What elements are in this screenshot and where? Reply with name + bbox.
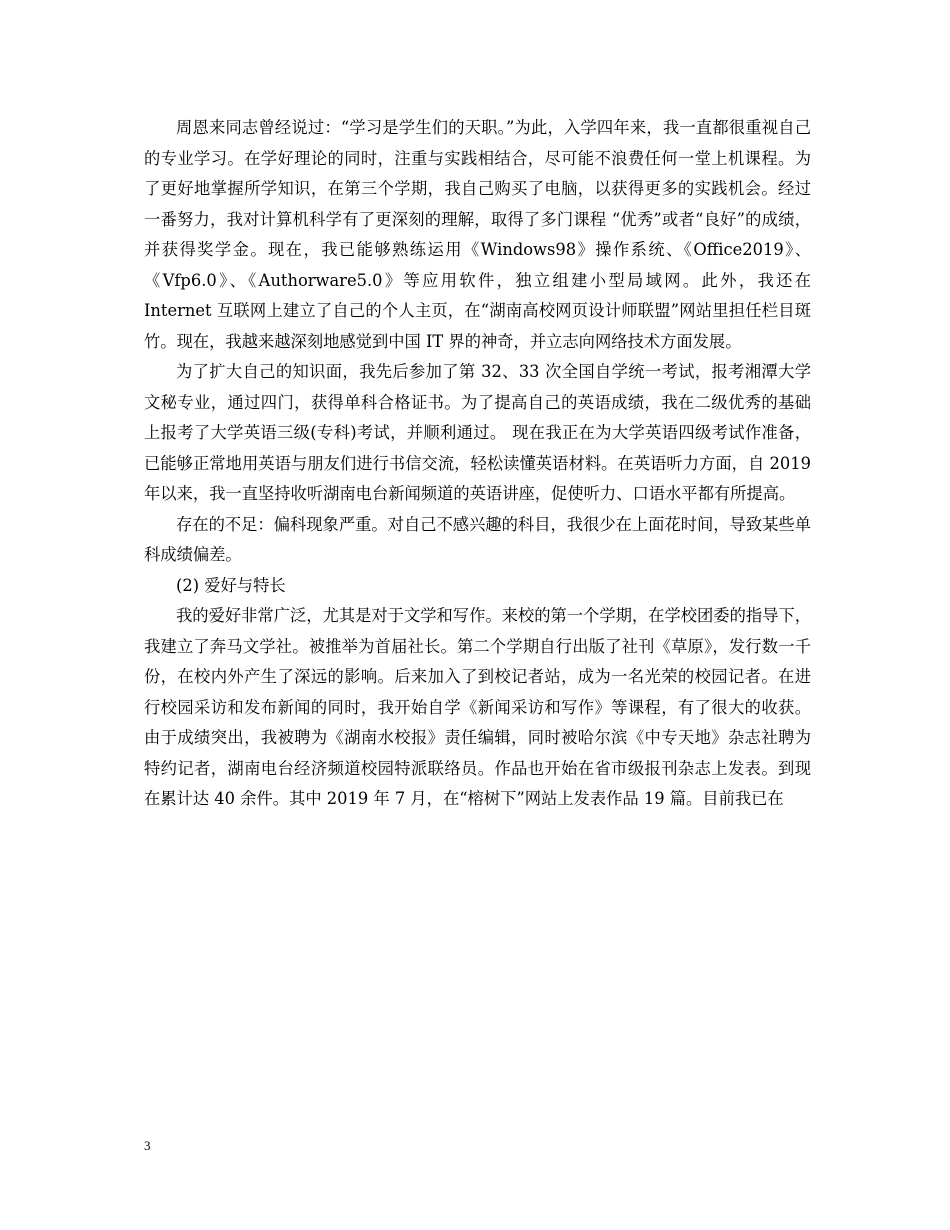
paragraph-study: 周恩来同志曾经说过：“学习是学生们的天职。”为此，入学四年来，我一直都很重视自己的专业学习。在学好理论的同时，注重与实践相结合，尽可能不浪费任何一堂上机课程。为了更好地掌握所学知识，在第三个学期，我自己购买了电脑，以获得更多的实践机会。经过一番努力，我对计算机科学有了更深刻的理解，取得了多门课程 “优秀”或者“良好”的成绩，并获得奖学金。现在，我已能够熟练运用《Windows98》操作系统、《Office2019》、《Vfp6.0》、《Authorware5.0》等应用软件，独立组建小型局域网。此外，我还在 Internet 互联网上建立了自己的个人主页，在“湖南高校网页设计师联盟”网站里担任栏目斑竹。现在，我越来越深刻地感觉到中国 IT 界的神奇，并立志向网络技术方面发展。 (144, 118, 811, 351)
section-heading-hobbies: (2) 爱好与特长 (176, 575, 286, 595)
document-body (144, 113, 811, 815)
paragraph-hobbies: 我的爱好非常广泛，尤其是对于文学和写作。来校的第一个学期，在学校团委的指导下，我建立了奔马文学社。被推举为首届社长。第二个学期自行出版了社刊《草原》，发行数一千份，在校内外产生了深远的影响。后来加入了到校记者站，成为一名光荣的校园记者。在进行校园采访和发布新闻的同时，我开始自学《新闻采访和写作》等课程，有了很大的收获。由于成绩突出，我被聘为《湖南水校报》责任编辑，同时被哈尔滨《中专天地》杂志社聘为特约记者，湖南电台经济频道校园特派联络员。作品也开始在省市级报刊杂志上发表。到现在累计达 40 余件。其中 2019 年 7 月，在“榕树下”网站上发表作品 19 篇。目前我已在 (144, 606, 811, 808)
page-number: 3 (144, 1138, 151, 1153)
paragraph-shortcomings: 存在的不足：偏科现象严重。对自己不感兴趣的科目，我很少在上面花时间，导致某些单科成绩偏差。 (144, 514, 811, 564)
paragraph-knowledge: 为了扩大自己的知识面，我先后参加了第 32、33 次全国自学统一考试，报考湘潭大学文秘专业，通过四门，获得单科合格证书。为了提高自己的英语成绩，我在二级优秀的基础上报考了大学英语三级(专科)考试，并顺利通过。 现在我正在为大学英语四级考试作准备，已能够正常地用英语与朋友们进行书信交流，轻松读懂英语材料。在英语听力方面，自 2019 年以来，我一直坚持收听湖南电台新闻频道的英语讲座，促使听力、口语水平都有所提高。 (144, 362, 811, 503)
